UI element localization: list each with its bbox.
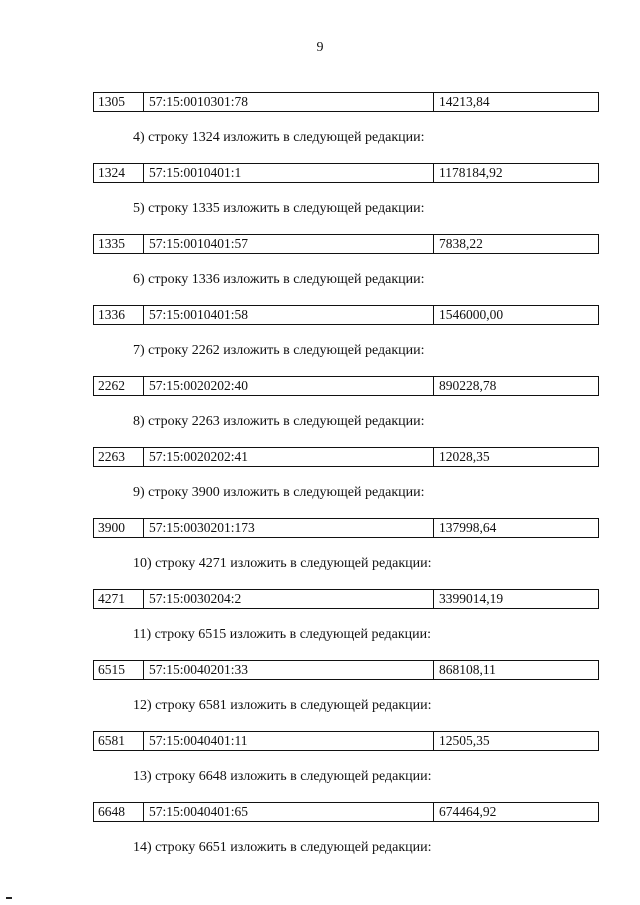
closing-instruction-text: 14) строку 6651 изложить в следующей редакции: — [133, 840, 432, 855]
table-row — [93, 518, 599, 538]
value-cell: 12505,35 — [439, 733, 490, 748]
cadastral-number-cell: 57:15:0030201:173 — [144, 519, 434, 537]
row-number-cell: 6581 — [94, 732, 144, 750]
table-row — [93, 376, 599, 396]
instruction-text: 7) строку 2262 изложить в следующей редакции: — [133, 343, 425, 358]
value-cell: 868108,11 — [439, 662, 496, 677]
row-number-cell: 6515 — [94, 661, 144, 679]
row-number-cell: 4271 — [94, 590, 144, 608]
instruction-text: 5) строку 1335 изложить в следующей редакции: — [133, 201, 425, 216]
row-number-cell: 1335 — [94, 235, 144, 253]
instruction-text: 8) строку 2263 изложить в следующей редакции: — [133, 414, 425, 429]
table-row — [93, 234, 599, 254]
instruction-text: 11) строку 6515 изложить в следующей редакции: — [133, 627, 432, 642]
row-number-cell: 6648 — [94, 803, 144, 821]
instruction-text: 4) строку 1324 изложить в следующей редакции: — [133, 130, 425, 145]
value-cell: 137998,64 — [439, 520, 497, 535]
instruction-text: 10) строку 4271 изложить в следующей редакции: — [133, 556, 432, 571]
instruction-text: 9) строку 3900 изложить в следующей редакции: — [133, 485, 425, 500]
value-cell: 890228,78 — [439, 378, 497, 393]
table-row — [93, 305, 599, 325]
row-number-cell: 1336 — [94, 306, 144, 324]
row-number-cell: 1324 — [94, 164, 144, 182]
value-cell: 14213,84 — [439, 94, 490, 109]
cadastral-number-cell: 57:15:0010401:58 — [144, 306, 434, 324]
cadastral-number-cell: 57:15:0040201:33 — [144, 661, 434, 679]
page-number: 9 — [316, 40, 324, 55]
cadastral-number-cell: 57:15:0030204:2 — [144, 590, 434, 608]
margin-mark — [6, 897, 12, 899]
table-row — [93, 589, 599, 609]
table-row — [93, 660, 599, 680]
cadastral-number-cell: 57:15:0020202:41 — [144, 448, 434, 466]
cadastral-number-cell: 57:15:0040401:11 — [144, 732, 434, 750]
row-number-cell: 3900 — [94, 519, 144, 537]
value-cell: 12028,35 — [439, 449, 490, 464]
row-number-cell: 2263 — [94, 448, 144, 466]
row-number-cell: 1305 — [94, 93, 144, 111]
cadastral-number-cell: 57:15:0020202:40 — [144, 377, 434, 395]
table-row — [93, 802, 599, 822]
cadastral-number-cell: 57:15:0010301:78 — [144, 93, 434, 111]
document-body — [93, 92, 599, 873]
instruction-text: 13) строку 6648 изложить в следующей редакции: — [133, 769, 432, 784]
cadastral-number-cell: 57:15:0010401:57 — [144, 235, 434, 253]
table-row — [93, 163, 599, 183]
table-row — [93, 92, 599, 112]
value-cell: 3399014,19 — [439, 591, 504, 606]
instruction-text: 6) строку 1336 изложить в следующей редакции: — [133, 272, 425, 287]
cadastral-number-cell: 57:15:0010401:1 — [144, 164, 434, 182]
value-cell: 1178184,92 — [439, 165, 503, 180]
value-cell: 1546000,00 — [439, 307, 504, 322]
row-number-cell: 2262 — [94, 377, 144, 395]
cadastral-number-cell: 57:15:0040401:65 — [144, 803, 434, 821]
instruction-text: 12) строку 6581 изложить в следующей редакции: — [133, 698, 432, 713]
table-row — [93, 731, 599, 751]
table-row — [93, 447, 599, 467]
value-cell: 674464,92 — [439, 804, 497, 819]
value-cell: 7838,22 — [439, 236, 483, 251]
